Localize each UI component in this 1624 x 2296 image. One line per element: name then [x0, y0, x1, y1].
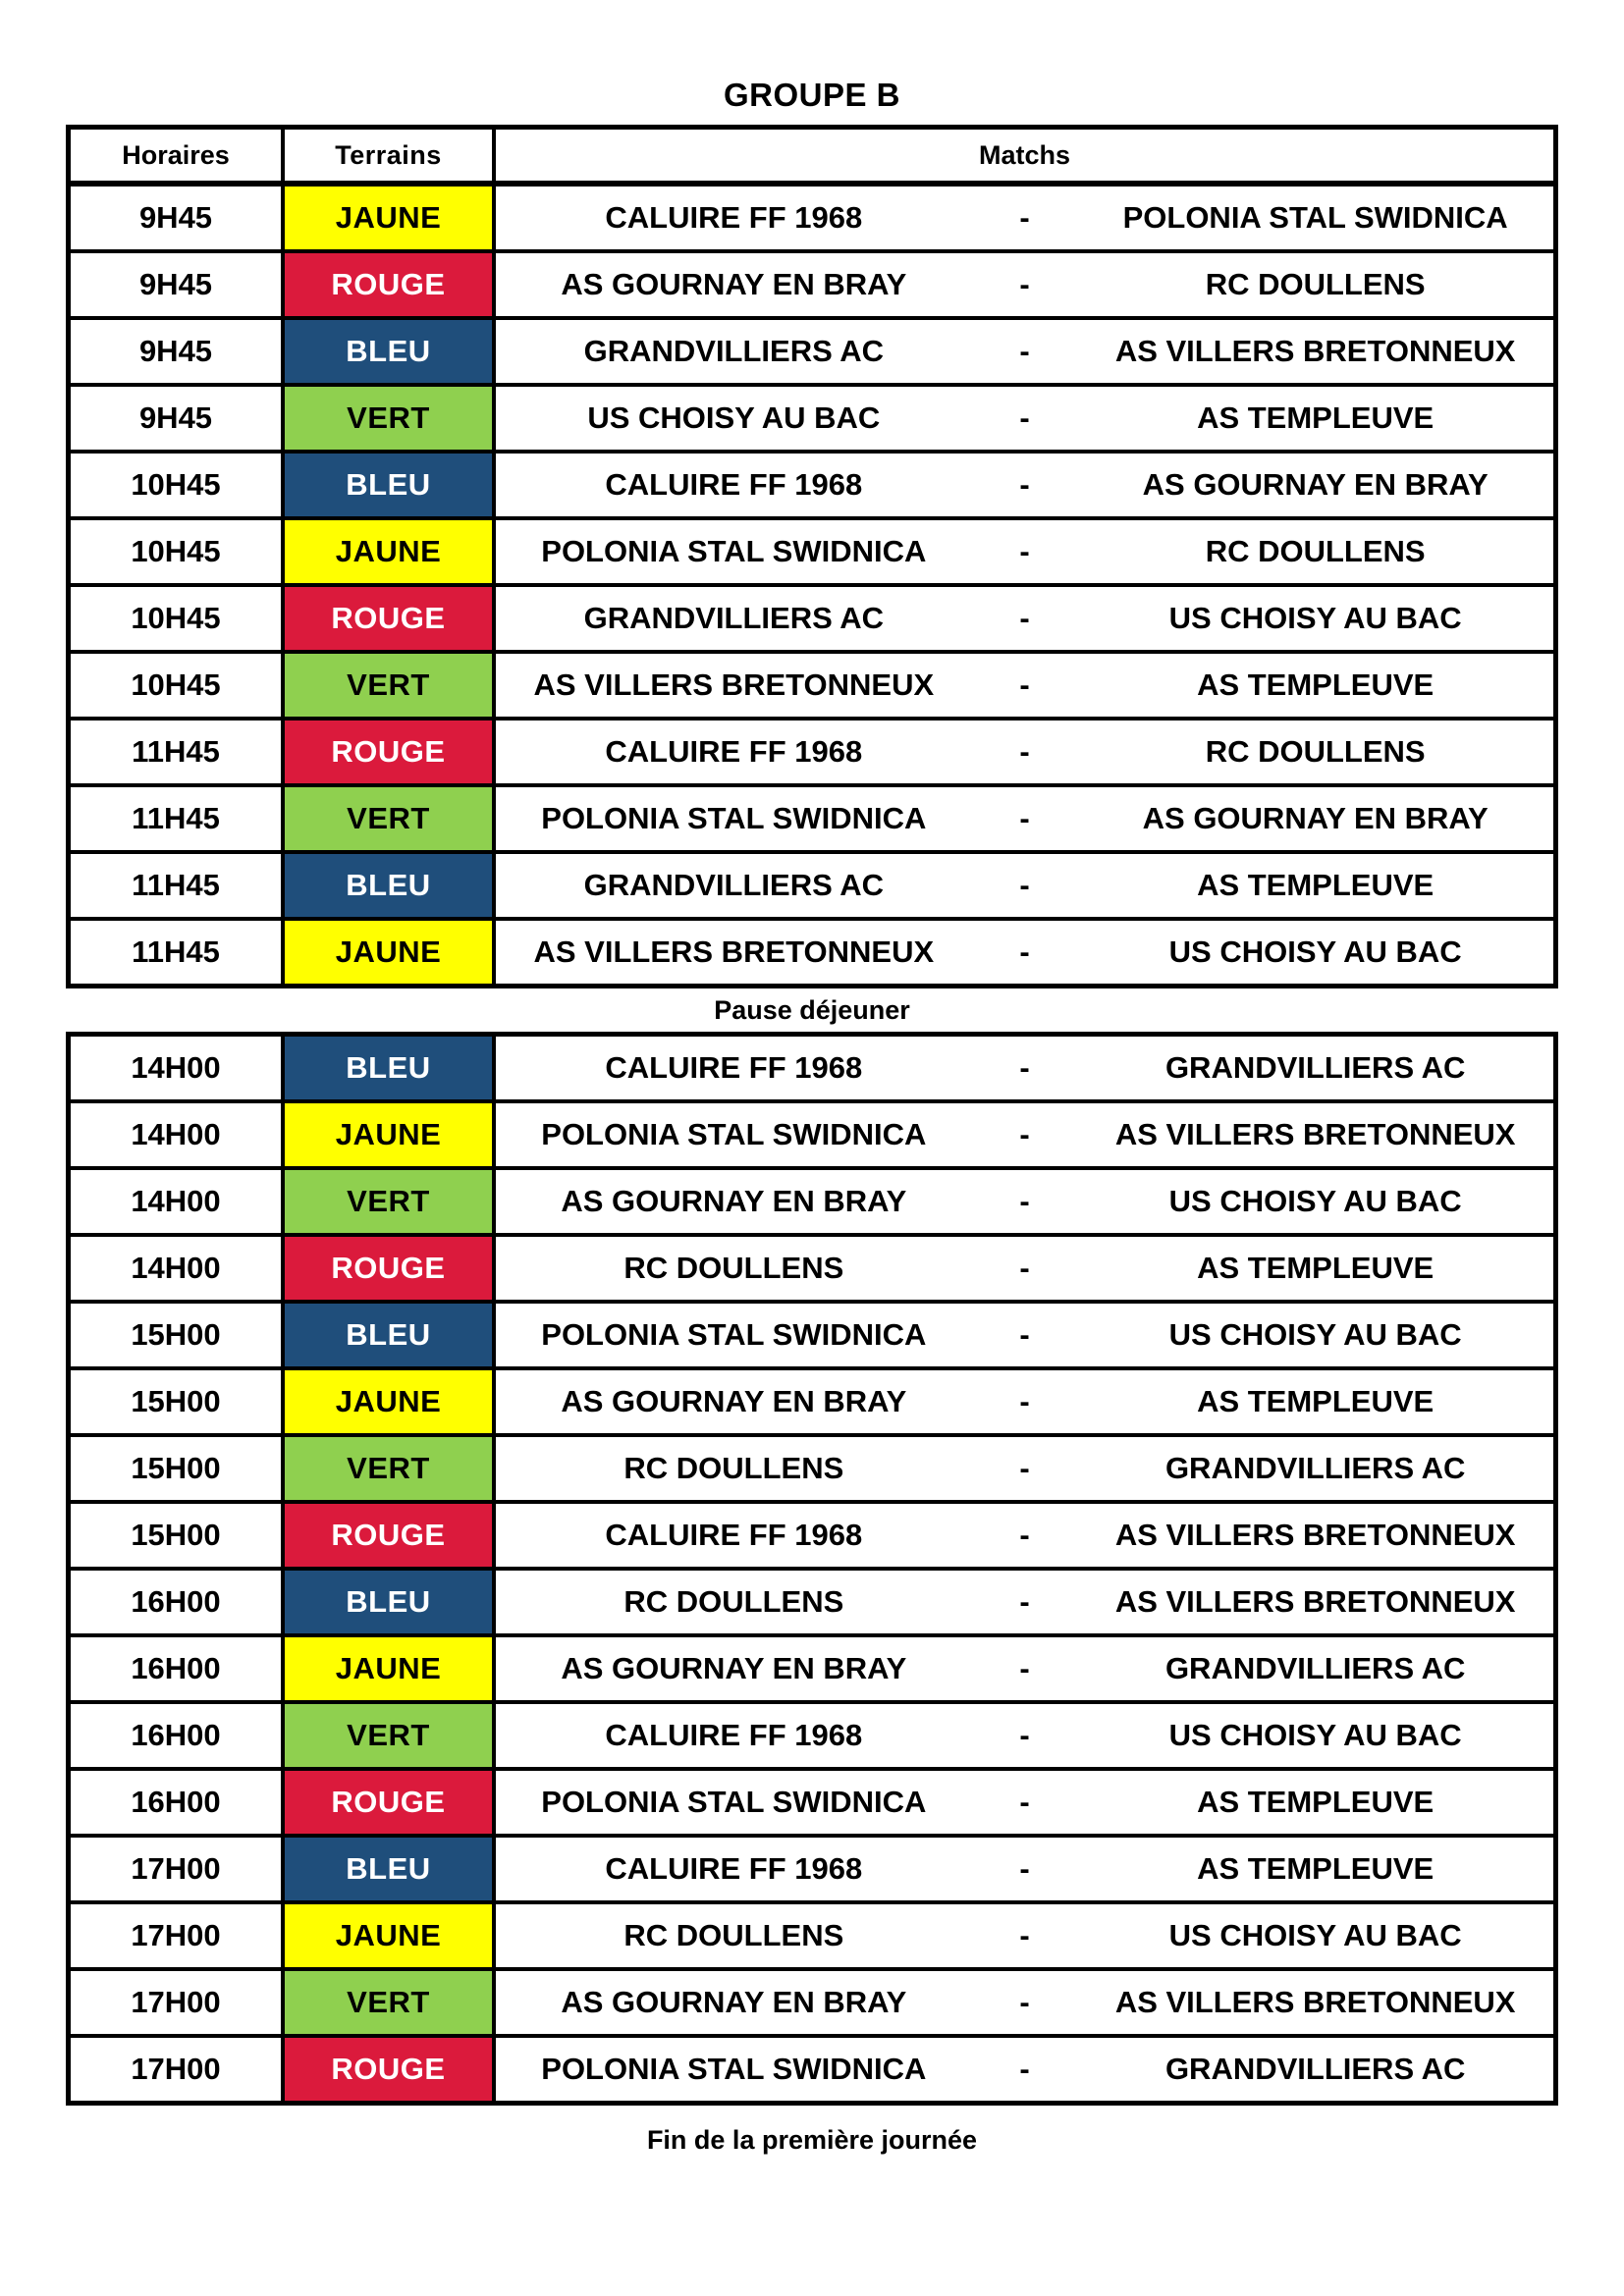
away-team: RC DOULLENS [1205, 267, 1426, 301]
terrain-badge: JAUNE [285, 1637, 496, 1700]
match-cell [496, 721, 1553, 783]
match-cell [496, 1370, 1553, 1433]
home-team: POLONIA STAL SWIDNICA [541, 1785, 927, 1819]
match-row [71, 1700, 1553, 1767]
match-separator: - [1019, 1785, 1030, 1819]
match-row [71, 1834, 1553, 1900]
match-time: 10H45 [71, 520, 285, 583]
terrain-badge: BLEU [285, 320, 496, 383]
match-separator: - [1019, 400, 1030, 435]
terrain-badge: VERT [285, 387, 496, 450]
match-separator: - [1019, 734, 1030, 769]
home-team: RC DOULLENS [623, 1251, 844, 1285]
match-separator: - [1019, 801, 1030, 835]
terrain-badge: ROUGE [285, 253, 496, 316]
terrain-badge: VERT [285, 787, 496, 850]
away-team: AS GOURNAY EN BRAY [1142, 467, 1489, 502]
away-team: AS TEMPLEUVE [1197, 868, 1435, 902]
match-separator: - [1019, 1184, 1030, 1218]
match-cell [496, 2038, 1553, 2101]
home-team: AS GOURNAY EN BRAY [561, 1651, 907, 1685]
home-team: CALUIRE FF 1968 [605, 1851, 863, 1886]
match-cell [496, 1037, 1553, 1099]
away-team: RC DOULLENS [1205, 534, 1426, 568]
terrain-badge: VERT [285, 1170, 496, 1233]
match-time: 16H00 [71, 1571, 285, 1633]
match-cell [496, 1704, 1553, 1767]
match-separator: - [1019, 601, 1030, 635]
terrain-badge: ROUGE [285, 1504, 496, 1567]
match-row [71, 1633, 1553, 1700]
home-team: GRANDVILLIERS AC [583, 334, 885, 368]
match-cell [496, 1771, 1553, 1834]
match-cell [496, 921, 1553, 984]
match-row [71, 1567, 1553, 1633]
match-row [71, 1900, 1553, 1967]
match-separator: - [1019, 1317, 1030, 1352]
home-team: POLONIA STAL SWIDNICA [541, 1317, 927, 1352]
match-time: 17H00 [71, 2038, 285, 2101]
match-row [71, 583, 1553, 650]
terrain-badge: JAUNE [285, 1904, 496, 1967]
match-row [71, 1500, 1553, 1567]
match-row [71, 187, 1553, 249]
home-team: AS GOURNAY EN BRAY [561, 1184, 907, 1218]
match-row [71, 1767, 1553, 1834]
match-separator: - [1019, 1050, 1030, 1085]
home-team: AS GOURNAY EN BRAY [561, 1985, 907, 2019]
away-team: GRANDVILLIERS AC [1164, 1651, 1466, 1685]
away-team: AS VILLERS BRETONNEUX [1114, 1985, 1516, 2019]
match-separator: - [1019, 1584, 1030, 1619]
match-cell [496, 253, 1553, 316]
match-time: 16H00 [71, 1637, 285, 1700]
match-separator: - [1019, 1117, 1030, 1151]
match-time: 17H00 [71, 1838, 285, 1900]
match-time: 9H45 [71, 253, 285, 316]
home-team: POLONIA STAL SWIDNICA [541, 534, 927, 568]
match-separator: - [1019, 1451, 1030, 1485]
terrain-badge: VERT [285, 654, 496, 717]
match-separator: - [1019, 1918, 1030, 1952]
match-row [71, 1166, 1553, 1233]
match-time: 9H45 [71, 187, 285, 249]
morning-table [66, 125, 1558, 988]
away-team: AS GOURNAY EN BRAY [1142, 801, 1489, 835]
terrain-badge: BLEU [285, 1838, 496, 1900]
terrain-badge: VERT [285, 1971, 496, 2034]
afternoon-rows [71, 1037, 1553, 2101]
terrain-badge: JAUNE [285, 1370, 496, 1433]
away-team: US CHOISY AU BAC [1168, 1184, 1462, 1218]
match-separator: - [1019, 1251, 1030, 1285]
match-cell [496, 520, 1553, 583]
match-separator: - [1019, 1384, 1030, 1418]
match-cell [496, 654, 1553, 717]
home-team: CALUIRE FF 1968 [605, 1050, 863, 1085]
home-team: AS GOURNAY EN BRAY [561, 267, 907, 301]
home-team: POLONIA STAL SWIDNICA [541, 1117, 927, 1151]
match-row [71, 717, 1553, 783]
match-row [71, 249, 1553, 316]
match-cell [496, 587, 1553, 650]
match-separator: - [1019, 334, 1030, 368]
terrain-badge: BLEU [285, 1571, 496, 1633]
home-team: GRANDVILLIERS AC [583, 868, 885, 902]
home-team: AS VILLERS BRETONNEUX [533, 667, 935, 702]
match-separator: - [1019, 2052, 1030, 2086]
home-team: CALUIRE FF 1968 [605, 467, 863, 502]
match-separator: - [1019, 1718, 1030, 1752]
match-cell [496, 1304, 1553, 1366]
match-time: 10H45 [71, 454, 285, 516]
terrain-badge: JAUNE [285, 1103, 496, 1166]
terrain-badge: ROUGE [285, 1237, 496, 1300]
terrain-badge: ROUGE [285, 1771, 496, 1834]
match-separator: - [1019, 1851, 1030, 1886]
match-separator: - [1019, 934, 1030, 969]
match-time: 11H45 [71, 721, 285, 783]
match-cell [496, 1103, 1553, 1166]
away-team: AS TEMPLEUVE [1197, 1384, 1435, 1418]
match-row [71, 917, 1553, 984]
terrain-badge: BLEU [285, 1037, 496, 1099]
match-separator: - [1019, 267, 1030, 301]
header-horaires: Horaires [71, 130, 285, 181]
match-row [71, 516, 1553, 583]
terrain-badge: JAUNE [285, 187, 496, 249]
home-team: RC DOULLENS [623, 1451, 844, 1485]
away-team: GRANDVILLIERS AC [1164, 1451, 1466, 1485]
match-cell [496, 1971, 1553, 2034]
match-time: 17H00 [71, 1971, 285, 2034]
match-cell [496, 320, 1553, 383]
match-cell [496, 1838, 1553, 1900]
terrain-badge: BLEU [285, 854, 496, 917]
home-team: GRANDVILLIERS AC [583, 601, 885, 635]
away-team: AS VILLERS BRETONNEUX [1114, 1584, 1516, 1619]
match-time: 14H00 [71, 1237, 285, 1300]
match-time: 14H00 [71, 1103, 285, 1166]
away-team: US CHOISY AU BAC [1168, 601, 1462, 635]
away-team: AS TEMPLEUVE [1197, 1251, 1435, 1285]
match-row [71, 2034, 1553, 2101]
match-time: 16H00 [71, 1704, 285, 1767]
home-team: CALUIRE FF 1968 [605, 200, 863, 235]
match-separator: - [1019, 1651, 1030, 1685]
match-time: 11H45 [71, 787, 285, 850]
match-row [71, 1967, 1553, 2034]
match-separator: - [1019, 868, 1030, 902]
match-time: 15H00 [71, 1304, 285, 1366]
away-team: AS TEMPLEUVE [1197, 400, 1435, 435]
match-cell [496, 854, 1553, 917]
match-time: 10H45 [71, 654, 285, 717]
match-cell [496, 1237, 1553, 1300]
match-time: 17H00 [71, 1904, 285, 1967]
away-team: US CHOISY AU BAC [1168, 1317, 1462, 1352]
home-team: AS VILLERS BRETONNEUX [533, 934, 935, 969]
terrain-badge: ROUGE [285, 721, 496, 783]
away-team: US CHOISY AU BAC [1168, 1718, 1462, 1752]
away-team: AS TEMPLEUVE [1197, 667, 1435, 702]
away-team: AS VILLERS BRETONNEUX [1114, 1518, 1516, 1552]
match-time: 16H00 [71, 1771, 285, 1834]
match-cell [496, 1504, 1553, 1567]
away-team: GRANDVILLIERS AC [1164, 1050, 1466, 1085]
away-team: US CHOISY AU BAC [1168, 1918, 1462, 1952]
footer-label: Fin de la première journée [646, 2125, 978, 2155]
match-row [71, 1433, 1553, 1500]
match-cell [496, 454, 1553, 516]
table-header-row [71, 130, 1553, 187]
away-team: AS VILLERS BRETONNEUX [1114, 1117, 1516, 1151]
match-row [71, 850, 1553, 917]
terrain-badge: ROUGE [285, 587, 496, 650]
away-team: AS TEMPLEUVE [1197, 1785, 1435, 1819]
away-team: RC DOULLENS [1205, 734, 1426, 769]
terrain-badge: JAUNE [285, 520, 496, 583]
away-team: AS VILLERS BRETONNEUX [1114, 334, 1516, 368]
match-time: 9H45 [71, 387, 285, 450]
match-time: 11H45 [71, 854, 285, 917]
match-time: 15H00 [71, 1370, 285, 1433]
match-row [71, 1099, 1553, 1166]
match-cell [496, 1170, 1553, 1233]
match-row [71, 650, 1553, 717]
match-time: 14H00 [71, 1037, 285, 1099]
home-team: CALUIRE FF 1968 [605, 1518, 863, 1552]
home-team: CALUIRE FF 1968 [605, 1718, 863, 1752]
home-team: RC DOULLENS [623, 1918, 844, 1952]
header-terrains: Terrains [285, 130, 496, 181]
match-cell [496, 187, 1553, 249]
terrain-badge: BLEU [285, 1304, 496, 1366]
match-cell [496, 1571, 1553, 1633]
match-separator: - [1019, 467, 1030, 502]
match-separator: - [1019, 200, 1030, 235]
away-team: AS TEMPLEUVE [1197, 1851, 1435, 1886]
match-row [71, 383, 1553, 450]
away-team: POLONIA STAL SWIDNICA [1122, 200, 1508, 235]
match-time: 10H45 [71, 587, 285, 650]
match-row [71, 783, 1553, 850]
home-team: RC DOULLENS [623, 1584, 844, 1619]
pause-label: Pause déjeuner [714, 994, 910, 1025]
home-team: AS GOURNAY EN BRAY [561, 1384, 907, 1418]
match-row [71, 316, 1553, 383]
terrain-badge: ROUGE [285, 2038, 496, 2101]
home-team: US CHOISY AU BAC [587, 400, 881, 435]
home-team: POLONIA STAL SWIDNICA [541, 801, 927, 835]
match-time: 15H00 [71, 1437, 285, 1500]
match-row [71, 1300, 1553, 1366]
match-time: 15H00 [71, 1504, 285, 1567]
page-title: GROUPE B [723, 77, 901, 113]
terrain-badge: BLEU [285, 454, 496, 516]
match-row [71, 450, 1553, 516]
match-cell [496, 1437, 1553, 1500]
match-row [71, 1233, 1553, 1300]
match-time: 9H45 [71, 320, 285, 383]
match-time: 14H00 [71, 1170, 285, 1233]
header-matchs: Matchs [978, 139, 1071, 170]
match-cell [496, 787, 1553, 850]
match-separator: - [1019, 1985, 1030, 2019]
home-team: POLONIA STAL SWIDNICA [541, 2052, 927, 2086]
away-team: US CHOISY AU BAC [1168, 934, 1462, 969]
match-row [71, 1366, 1553, 1433]
terrain-badge: VERT [285, 1704, 496, 1767]
match-separator: - [1019, 534, 1030, 568]
match-separator: - [1019, 667, 1030, 702]
home-team: CALUIRE FF 1968 [605, 734, 863, 769]
away-team: GRANDVILLIERS AC [1164, 2052, 1466, 2086]
match-row [71, 1037, 1553, 1099]
terrain-badge: JAUNE [285, 921, 496, 984]
match-time: 11H45 [71, 921, 285, 984]
morning-rows [71, 187, 1553, 984]
match-separator: - [1019, 1518, 1030, 1552]
match-cell [496, 1904, 1553, 1967]
match-cell [496, 387, 1553, 450]
terrain-badge: VERT [285, 1437, 496, 1500]
afternoon-table [66, 1032, 1558, 2106]
match-cell [496, 1637, 1553, 1700]
